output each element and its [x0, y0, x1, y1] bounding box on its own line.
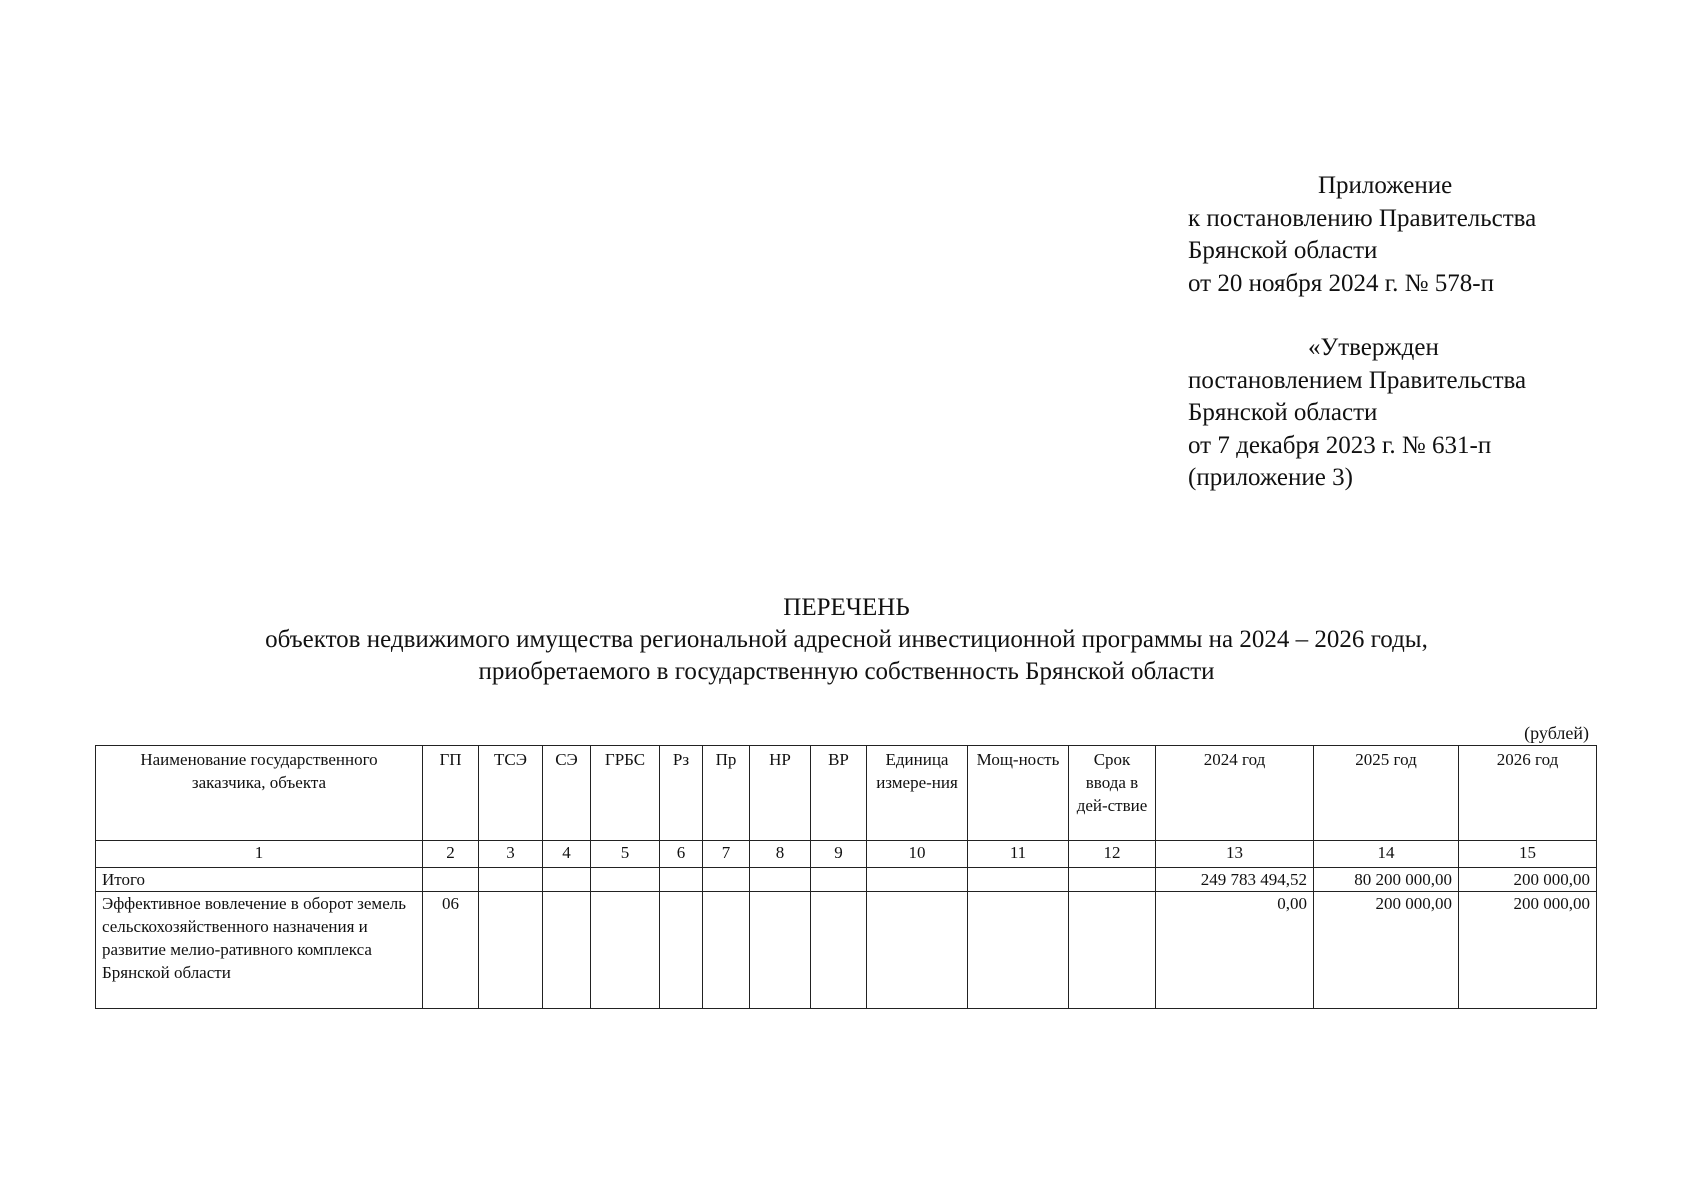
column-number: 5 — [591, 841, 660, 868]
header-vr: ВР — [811, 746, 867, 841]
column-number: 9 — [811, 841, 867, 868]
column-number: 3 — [479, 841, 543, 868]
total-2024: 249 783 494,52 — [1156, 868, 1314, 892]
empty-cell — [811, 868, 867, 892]
empty-cell — [750, 892, 811, 1009]
empty-cell — [543, 868, 591, 892]
empty-cell — [703, 868, 750, 892]
header-capacity: Мощ-ность — [968, 746, 1069, 841]
appendix-gap — [1188, 300, 1608, 332]
empty-cell — [660, 868, 703, 892]
empty-cell — [968, 868, 1069, 892]
column-number: 1 — [96, 841, 423, 868]
column-number: 2 — [423, 841, 479, 868]
approved-line-4: от 7 декабря 2023 г. № 631-п — [1188, 431, 1492, 459]
header-pr: Пр — [703, 746, 750, 841]
empty-cell — [867, 892, 968, 1009]
total-label: Итого — [96, 868, 423, 892]
approved-line-5: (приложение 3) — [1188, 464, 1353, 491]
column-number: 11 — [968, 841, 1069, 868]
total-gp — [423, 868, 479, 892]
investment-table — [95, 745, 1597, 1009]
header-gp: ГП — [423, 746, 479, 841]
empty-cell — [660, 892, 703, 1009]
appendix-line-3: Брянской области — [1188, 237, 1378, 264]
approved-line-3: Брянской области — [1188, 399, 1378, 426]
column-number: 13 — [1156, 841, 1314, 868]
header-unit: Единица измере-ния — [867, 746, 968, 841]
appendix-title: Приложение — [1318, 172, 1453, 199]
title-heading: ПЕРЕЧЕНЬ — [783, 594, 910, 621]
column-number: 7 — [703, 841, 750, 868]
header-grbs: ГРБС — [591, 746, 660, 841]
empty-cell — [750, 868, 811, 892]
empty-cell — [591, 868, 660, 892]
column-number: 15 — [1459, 841, 1597, 868]
header-se: СЭ — [543, 746, 591, 841]
column-number: 8 — [750, 841, 811, 868]
header-row — [96, 746, 1597, 841]
header-2024: 2024 год — [1156, 746, 1314, 841]
program-gp: 06 — [423, 892, 479, 1009]
program-2024: 0,00 — [1156, 892, 1314, 1009]
empty-cell — [867, 868, 968, 892]
program-2026: 200 000,00 — [1459, 892, 1597, 1009]
appendix-line-2: к постановлению Правительства — [1188, 204, 1537, 232]
empty-cell — [479, 892, 543, 1009]
program-2025: 200 000,00 — [1314, 892, 1459, 1009]
column-number: 10 — [867, 841, 968, 868]
appendix-line-4: от 20 ноября 2024 г. № 578-п — [1188, 269, 1494, 297]
empty-cell — [968, 892, 1069, 1009]
empty-cell — [543, 892, 591, 1009]
approved-title: «Утвержден — [1308, 334, 1439, 361]
header-deadline: Срок ввода в дей-ствие — [1069, 746, 1156, 841]
header-name: Наименование государственного заказчика, объекта — [96, 746, 423, 841]
empty-cell — [479, 868, 543, 892]
header-tse: ТСЭ — [479, 746, 543, 841]
column-number-row — [96, 841, 1597, 868]
empty-cell — [811, 892, 867, 1009]
appendix-block — [1188, 170, 1608, 495]
program-row — [96, 892, 1597, 1009]
column-number: 14 — [1314, 841, 1459, 868]
program-name: Эффективное вовлечение в оборот земель сельскохозяйственного назначения и развитие мелио-ративного комплекса Брянской области — [96, 892, 423, 1009]
column-number: 12 — [1069, 841, 1156, 868]
title-line-1: объектов недвижимого имущества региональной адресной инвестиционной программы на 2024 – 2026 годы, — [265, 626, 1428, 653]
column-number: 6 — [660, 841, 703, 868]
title-line-2: приобретаемого в государственную собственность Брянской области — [478, 658, 1215, 685]
empty-cell — [591, 892, 660, 1009]
total-row — [96, 868, 1597, 892]
approved-line-2: постановлением Правительства — [1188, 366, 1527, 394]
header-2025: 2025 год — [1314, 746, 1459, 841]
empty-cell — [1069, 868, 1156, 892]
header-2026: 2026 год — [1459, 746, 1597, 841]
empty-cell — [1069, 892, 1156, 1009]
document-title — [0, 592, 1693, 688]
empty-cell — [703, 892, 750, 1009]
total-2026: 200 000,00 — [1459, 868, 1597, 892]
header-rz: Рз — [660, 746, 703, 841]
total-2025: 80 200 000,00 — [1314, 868, 1459, 892]
column-number: 4 — [543, 841, 591, 868]
header-nr: НР — [750, 746, 811, 841]
units-label: (рублей) — [1524, 723, 1589, 743]
